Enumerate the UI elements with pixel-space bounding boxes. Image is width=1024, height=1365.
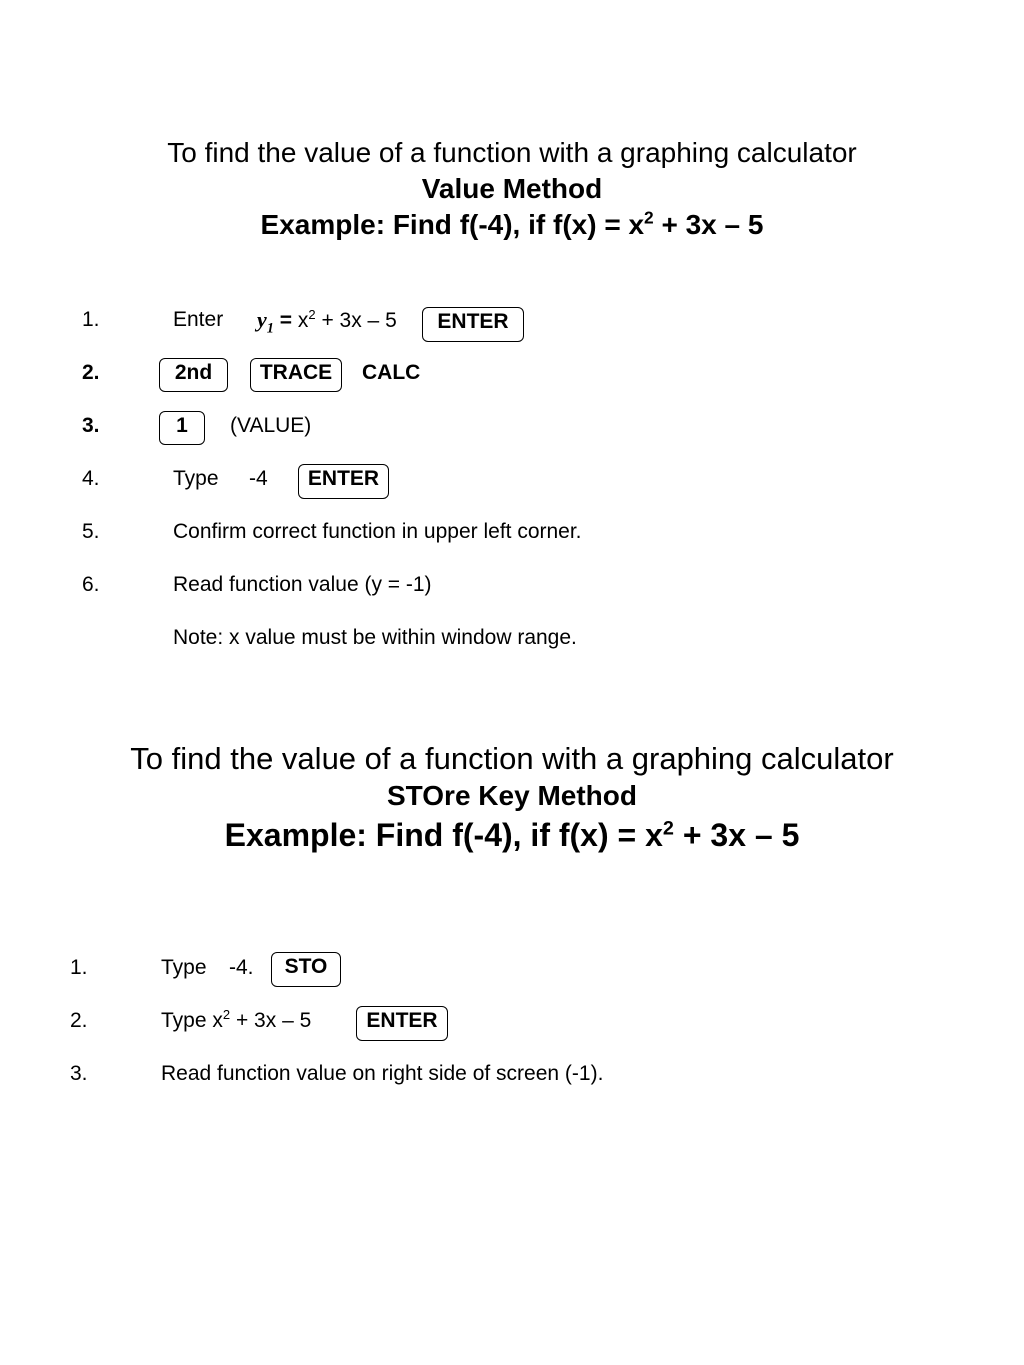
example-exponent: 2 (644, 207, 654, 228)
sm-step-3-number: 3. (70, 1062, 88, 1085)
vm-step-1-number: 1. (82, 308, 100, 331)
example-rest: + 3x – 5 (653, 209, 764, 240)
vm-step-4-text: Type (173, 467, 219, 490)
vm-step-4-number: 4. (82, 467, 100, 490)
sm-step-1-number: 1. (70, 956, 88, 979)
value-label: (VALUE) (230, 414, 312, 437)
vm-step-4-value: -4 (249, 467, 268, 490)
expr-rest: + 3x – 5 (315, 309, 397, 332)
example-text: : Find f(-4), if f(x) = x (356, 817, 663, 853)
sm-step-2-number: 2. (70, 1009, 88, 1032)
enter-key: ENTER (422, 307, 524, 342)
example-exponent: 2 (662, 817, 674, 840)
expr-exponent: 2 (222, 1007, 231, 1022)
y1-variable: $y_1$ (257, 307, 274, 337)
enter-key: ENTER (298, 464, 389, 499)
vm-step-1-expression (257, 306, 397, 335)
1-key: 1 (159, 411, 205, 445)
value-method-heading: Value Method (421, 173, 603, 204)
store-method-intro: To find the value of a function with a graphing calculator (130, 741, 894, 776)
sm-step-2-text: Type $x^2 + 3x - 5$ (161, 1007, 312, 1032)
vm-step-2-number: 2. (82, 361, 100, 384)
sm-step-1-text: Type (161, 956, 207, 979)
vm-step-5-number: 5. (82, 520, 100, 543)
example-label: Example (260, 209, 376, 240)
example-rest: + 3x – 5 (673, 817, 800, 853)
store-method-heading: STOre Key Method (387, 780, 637, 811)
window-range-note: Note: x value must be within window range. (173, 626, 577, 649)
expr-x: x (297, 309, 309, 332)
expr-exponent: 2 (308, 307, 316, 322)
value-method-example (0, 207, 1024, 243)
2nd-key: 2nd (159, 358, 228, 392)
trace-key: TRACE (250, 358, 342, 392)
store-method-example (0, 814, 1024, 856)
vm-step-3-number: 3. (82, 414, 100, 437)
vm-step-6-text: Read function value (y = -1) (173, 573, 432, 596)
example-label: Example (224, 817, 357, 853)
vm-step-5-text: Confirm correct function in upper left corner. (173, 520, 582, 543)
enter-key: ENTER (356, 1006, 448, 1041)
vm-step-6-number: 6. (82, 573, 100, 596)
sm-step-1-value: -4. (229, 956, 254, 979)
value-method-intro: To find the value of a function with a graphing calculator (167, 137, 857, 168)
equals-sign: = (273, 309, 298, 332)
vm-step-1-text: Enter (173, 308, 224, 331)
sm-step-3-text: Read function value on right side of screen (-1). (161, 1062, 604, 1085)
example-text: : Find f(-4), if f(x) = x (375, 209, 645, 240)
calc-label: CALC (362, 361, 421, 384)
sto-key: STO (271, 952, 341, 987)
